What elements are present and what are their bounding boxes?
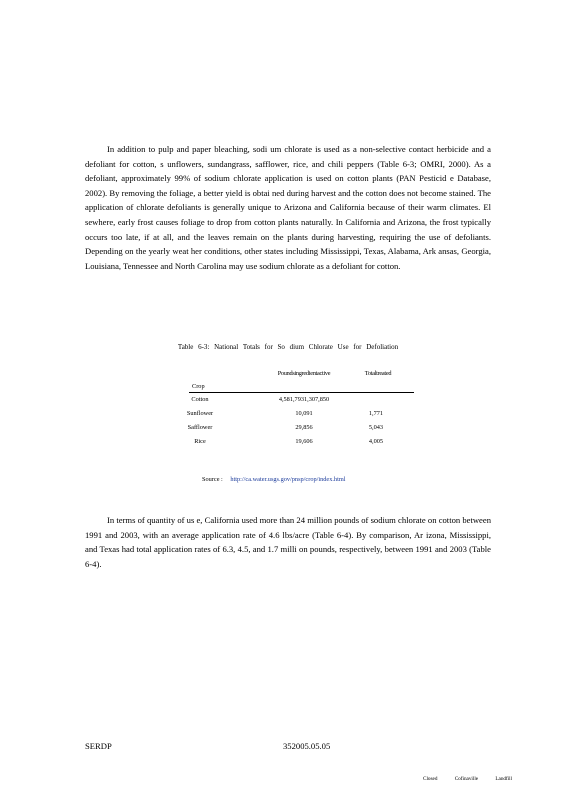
table-row [160, 410, 400, 422]
column-header-crop: Crop [192, 383, 205, 390]
table-title: Table 6-3: National Totals for So dium Chlorate Use for Defoliation [177, 343, 399, 351]
paragraph-defoliant-use: In addition to pulp and paper bleaching, sodi um chlorate is used as a non-selective contact herbicide and a defoliant for cotton, s unflowers, sundangrass, safflower, rice, and chili peppers (Table 6-3; OMRI, 2000). As a defoliant, approximately 99% of sodium chlorate application is used on cotton plants (PAN Pesticid e Database, 2002). By removing the foliage, a better yield is obtai ned during harvest and the cotton does not become stained. The application of chlorate defoliants is generally unique to Arizona and California because of their warm climates. El sewhere, early frost causes foliage to drop from cotton plants naturally. In California and Arizona, the frost typically occurs too late, if at all, and the leaves remain on the plants during harvesting, requiring the use of defoliants. Depending on the yearly weat her conditions, other states including Mississippi, Texas, Alabama, Ark ansas, Georgia, Louisiana, Tennessee and North Carolina may use sodium chlorate as a defoliant for cotton. [85, 144, 491, 271]
table-cell-pounds: 4,581,7931,307,850 [278, 396, 330, 403]
table-cell-crop: Sunflower [186, 410, 214, 417]
table-cell-pounds: 10,091 [295, 410, 313, 417]
table-row [160, 438, 400, 450]
source-label: Source : [202, 476, 223, 483]
table-cell-treated: 4,005 [368, 438, 384, 445]
table-cell-crop: Safflower [187, 424, 213, 431]
column-header-total-treated: Totaltreated [364, 370, 392, 377]
source-link[interactable]: http://ca.water.usgs.gov/pnsp/crop/index.html [230, 476, 346, 483]
table-cell-treated: 1,771 [368, 410, 384, 417]
column-header-pounds-active-ingredient: Poundsingredientactive [277, 370, 331, 377]
table-cell-crop: Rice [194, 438, 206, 445]
bottom-label: Landfill [495, 776, 513, 782]
footer-document-number: 352005.05.05 [283, 741, 331, 751]
table-cell-crop: Cotton [191, 396, 209, 403]
table-cell-pounds: 29,856 [295, 424, 313, 431]
paragraph-quantity-of-use: In terms of quantity of us e, California used more than 24 million pounds of sodium chlorate on cotton between 1991 and 2003, with an average application rate of 4.6 lbs/acre (Table 6-4). By comparison, Ar izona, Mississippi, and Texas had total application rates of 6.3, 4.5, and 1.7 milli on pounds, respectively, between 1991 and 2003 (Table 6-4). [85, 515, 491, 569]
bottom-label: Cofinaville [454, 776, 479, 782]
table-cell-treated: 5,043 [368, 424, 384, 431]
footer-organization: SERDP [85, 741, 112, 751]
table-header-rule [189, 392, 414, 393]
bottom-label: Closed [423, 776, 438, 782]
table-source [202, 476, 345, 483]
table-row [160, 396, 400, 408]
bottom-labels [423, 776, 528, 782]
table-cell-pounds: 19,606 [295, 438, 313, 445]
table-row [160, 424, 400, 436]
